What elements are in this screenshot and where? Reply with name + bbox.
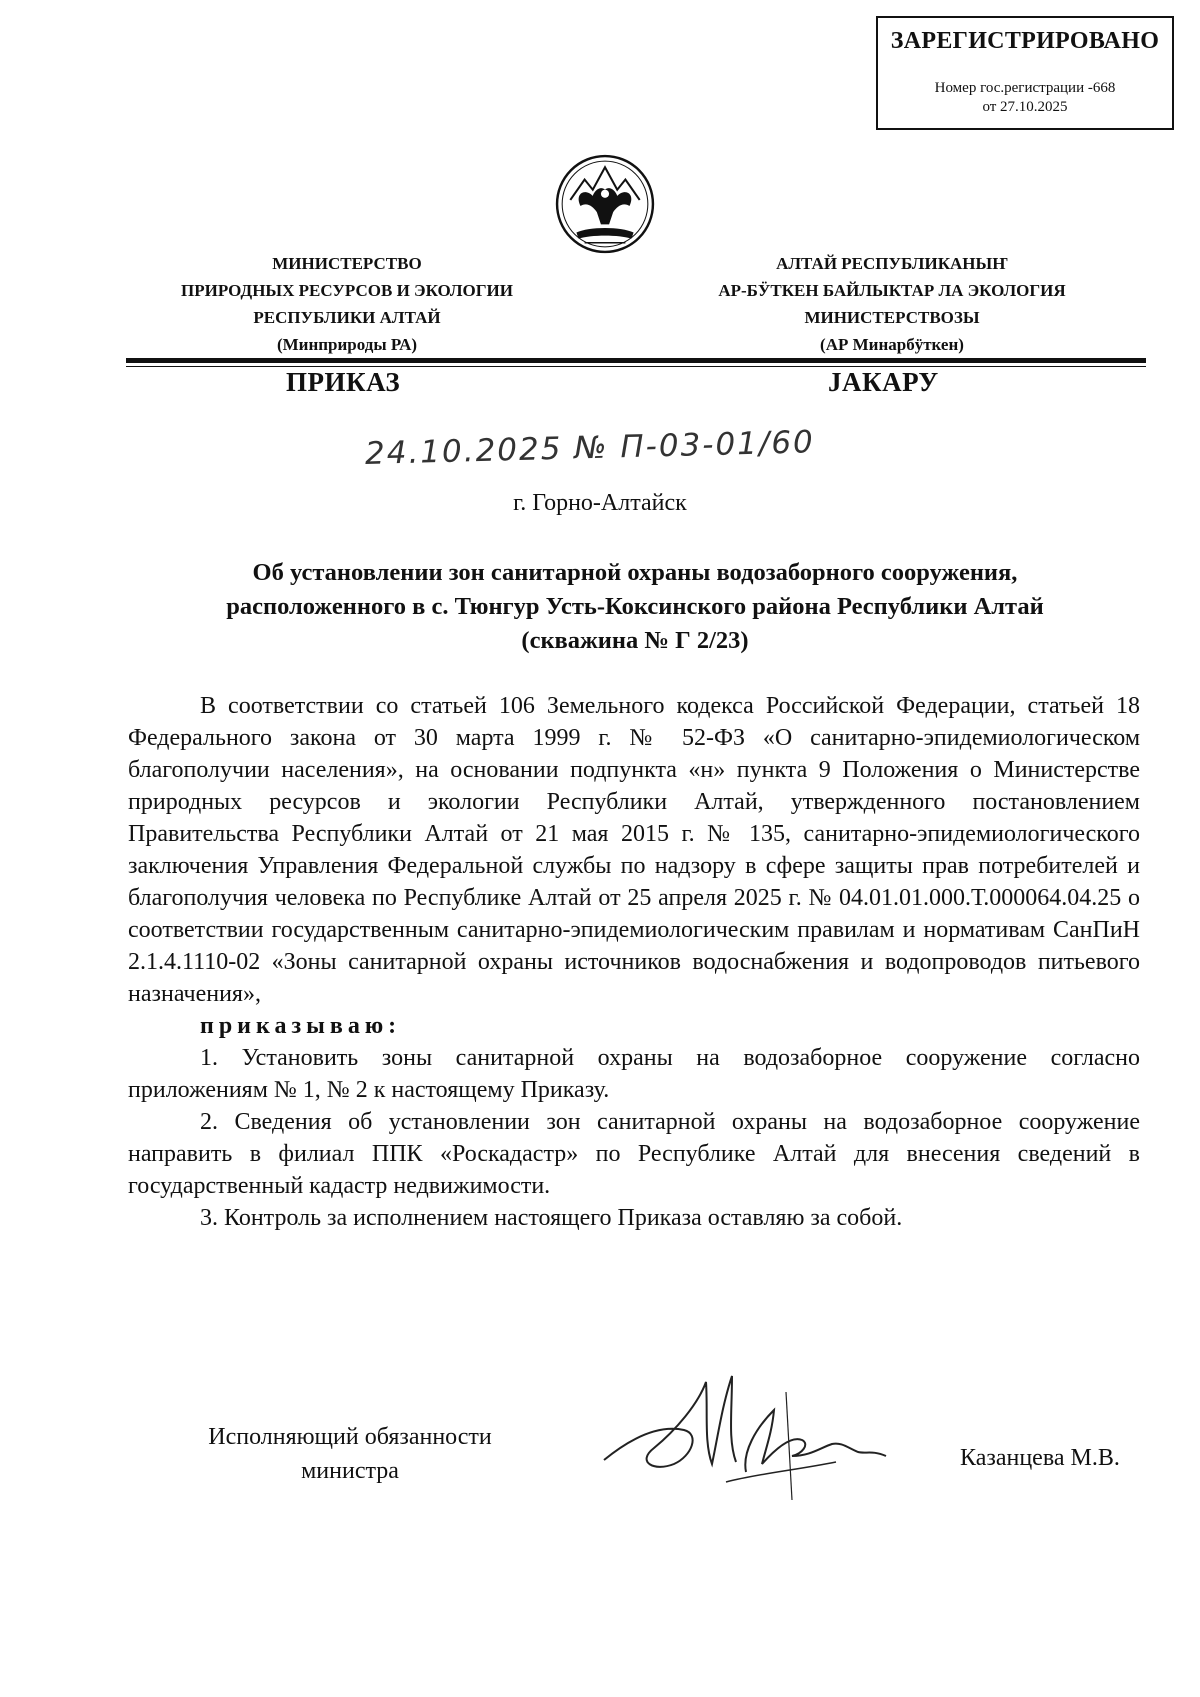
header-divider-thick [126, 358, 1146, 363]
ministry-header-alt-line: АР-БӰТКЕН БАЙЛЫКТАР ЛА ЭКОЛОГИЯ [718, 281, 1066, 300]
document-title-line: (скважина № Г 2/23) [521, 627, 749, 654]
registration-title: ЗАРЕГИСТРИРОВАНО [890, 28, 1160, 54]
document-title [130, 556, 1140, 658]
doc-type-alt: ЈАКАРУ [828, 367, 939, 397]
registration-stamp [876, 16, 1174, 130]
document-body [128, 690, 1140, 1234]
order-item: 3. Контроль за исполнением настоящего Приказа оставляю за собой. [200, 1205, 903, 1231]
ministry-header-ru-line: РЕСПУБЛИКИ АЛТАЙ [253, 308, 441, 327]
order-item: 1. Установить зоны санитарной охраны на водозаборное сооружение согласно приложениям № 1, № 2 к настоящему Приказу. [128, 1045, 1140, 1103]
ministry-header-alt-line: (АР Минарбӱткен) [820, 335, 964, 354]
ministry-header-ru-line: (Минприроды РА) [276, 335, 418, 354]
altai-republic-emblem-icon [554, 153, 656, 255]
signatory-name: Казанцева М.В. [960, 1445, 1120, 1471]
registration-number: Номер гос.регистрации -668 [934, 80, 1116, 96]
ministry-header-alt-line: АЛТАЙ РЕСПУБЛИКАНЫҤ [776, 254, 1008, 273]
header-divider-thin [126, 366, 1146, 367]
city: г. Горно-Алтайск [513, 490, 687, 516]
signatory-role-line: министра [301, 1458, 399, 1484]
doc-type-ru: ПРИКАЗ [286, 367, 401, 397]
ministry-header-alt [662, 250, 1122, 358]
document-title-line: Об установлении зон санитарной охраны водозаборного сооружения, [252, 559, 1018, 586]
document-title-line: расположенного в с. Тюнгур Усть-Коксинского района Республики Алтай [226, 593, 1044, 620]
ministry-header-ru-line: ПРИРОДНЫХ РЕСУРСОВ И ЭКОЛОГИИ [181, 281, 513, 300]
ministry-header-ru-line: МИНИСТЕРСТВО [272, 254, 422, 273]
registration-date: от 27.10.2025 [982, 99, 1068, 115]
preamble-paragraph: В соответствии со статьей 106 Земельного кодекса Российской Федерации, статьей 18 Федерального закона от 30 марта 1999 г. № 52-ФЗ «О санитарно-эпидемиологическом благополучии населения», на основании подпункта «н» пункта 9 Положения о Министерстве природных ресурсов и экологии Республики Алтай, утвержденного постановлением Правительства Республики Алтай от 21 мая 2015 г. № 135, санитарно-эпидемиологического заключения Управления Федеральной службы по надзору в сфере защиты прав потребителей и благополучия человека по Республике Алтай от 25 апреля 2025 г. № 04.01.01.000.Т.000064.04.25 о соответствии государственным санитарно-эпидемиологическим правилам и нормативам СанПиН 2.1.4.1110-02 «Зоны санитарной охраны источников водоснабжения и водопроводов питьевого назначения», [128, 693, 1140, 1007]
order-item: 2. Сведения об установлении зон санитарной охраны на водозаборное сооружение направить в филиал ППК «Роскадастр» по Республике Алтай для внесения сведений в государственный кадастр недвижимости. [128, 1109, 1140, 1199]
ministry-header-ru [112, 250, 582, 358]
handwritten-date-number: 24.10.2025 № П-03-01/60 [364, 424, 816, 472]
handwritten-signature [596, 1352, 896, 1502]
signatory-role-line: Исполняющий обязанности [208, 1424, 492, 1450]
order-word: приказываю: [200, 1013, 402, 1039]
ministry-header-alt-line: МИНИСТЕРСТВОЗЫ [804, 308, 980, 327]
signatory-role [160, 1420, 540, 1488]
